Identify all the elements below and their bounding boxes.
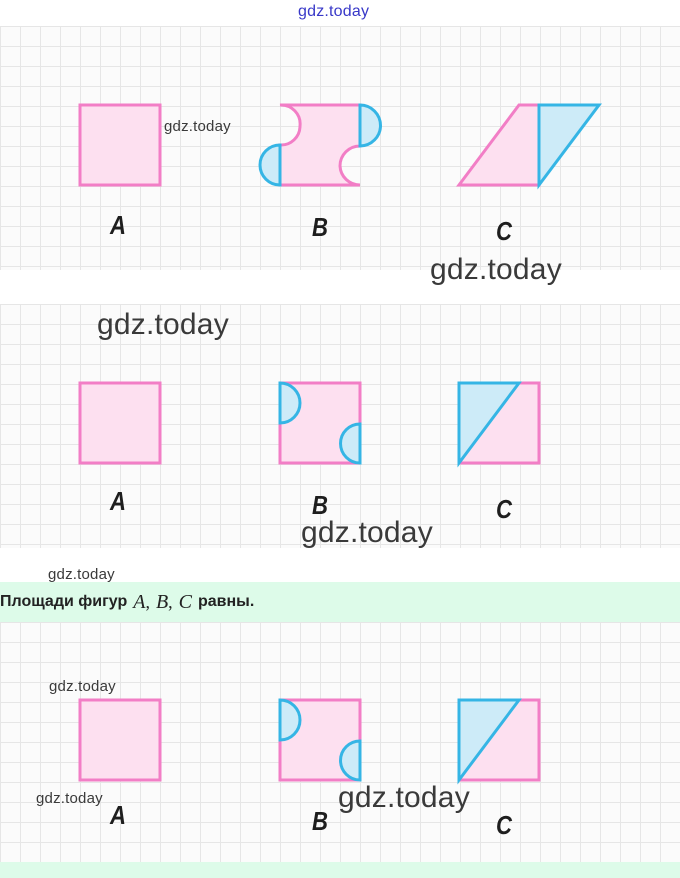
shape-b-puzzle bbox=[280, 105, 360, 185]
answer-suffix: равны. bbox=[198, 593, 255, 610]
label-b: B bbox=[312, 212, 328, 242]
watermark: gdz.today bbox=[97, 308, 229, 341]
label-a: A bbox=[110, 800, 126, 830]
label-a: A bbox=[110, 486, 126, 516]
site-header-watermark: gdz.today bbox=[298, 3, 370, 20]
shape-a-square bbox=[80, 700, 160, 780]
watermark: gdz.today bbox=[164, 118, 231, 135]
answer-figure-a: A bbox=[133, 590, 146, 613]
shape-a-square bbox=[80, 105, 160, 185]
watermark: gdz.today bbox=[49, 678, 116, 695]
watermark: gdz.today bbox=[48, 566, 115, 583]
answer-figure-b: B bbox=[155, 590, 169, 613]
label-c: C bbox=[496, 216, 512, 246]
bottom-strip bbox=[0, 862, 680, 878]
label-a: A bbox=[110, 210, 126, 240]
watermark: gdz.today bbox=[36, 790, 103, 807]
shape-c-pink-triangle bbox=[459, 105, 539, 185]
shape-a-square bbox=[80, 383, 160, 463]
answer-prefix: Площади фигур bbox=[0, 593, 128, 610]
watermark: gdz.today bbox=[430, 253, 562, 286]
label-b: B bbox=[312, 490, 328, 520]
shape-b-right-cap bbox=[360, 105, 380, 146]
answer-figure-c: C bbox=[178, 590, 192, 613]
watermark: gdz.today bbox=[301, 516, 433, 549]
label-c: C bbox=[496, 810, 512, 840]
label-c: C bbox=[496, 494, 512, 524]
watermark: gdz.today bbox=[338, 781, 470, 814]
figure-panel-3 bbox=[0, 622, 680, 862]
shape-c-blue-triangle bbox=[539, 105, 599, 185]
answer-comma: , bbox=[168, 591, 173, 612]
label-b: B bbox=[312, 806, 328, 836]
answer-line bbox=[0, 582, 680, 622]
shape-b-left-cap bbox=[260, 145, 280, 185]
answer-comma: , bbox=[145, 591, 150, 612]
figure-panel-1 bbox=[0, 26, 680, 270]
